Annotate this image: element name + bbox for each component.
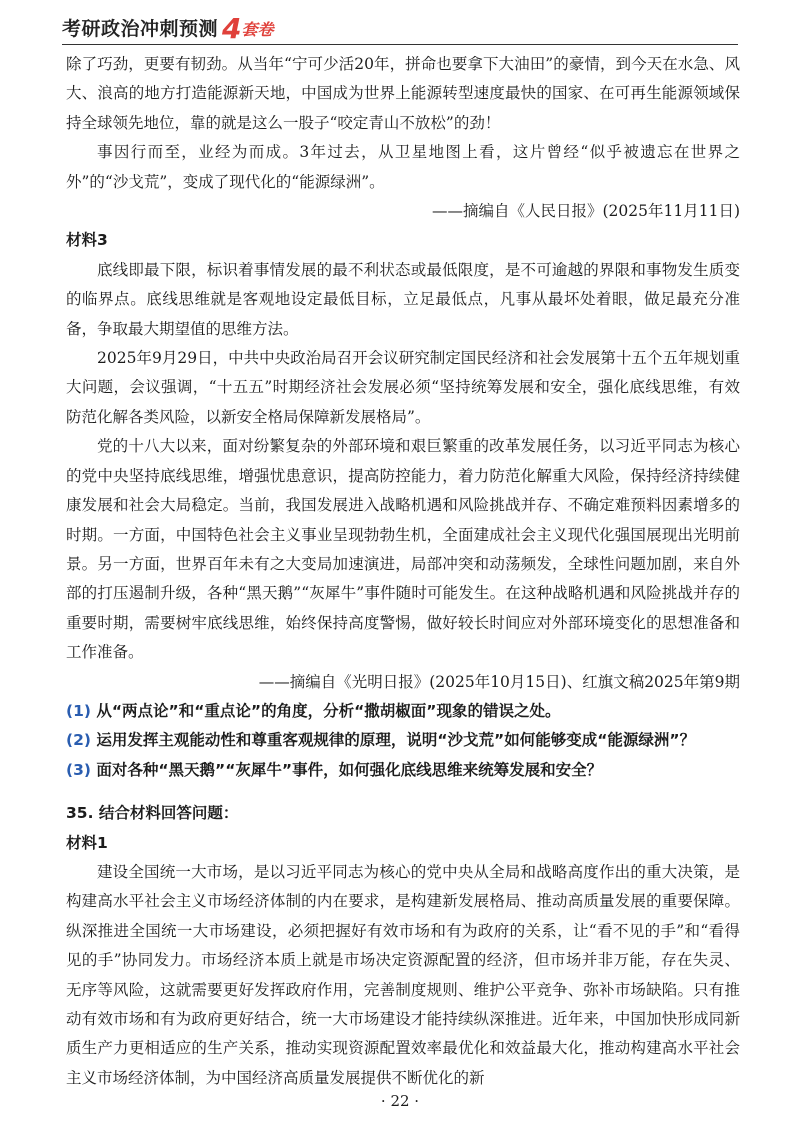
paragraph: 2025年9月29日，中共中央政治局召开会议研究制定国民经济和社会发展第十五个五年规划重大问题，会议强调，“十五五”时期经济社会发展必须“坚持统筹发展和安全，强化底线思维，有效防范化解各类风险，以新安全格局保障新发展格局”。 <box>66 349 740 426</box>
paragraph: 底线即最下限，标识着事情发展的最不利状态或最低限度，是不可逾越的界限和事物发生质变的临界点。底线思维就是客观地设定最低目标，立足最低点，凡事从最坏处着眼，做足最充分准备，争取最大期望值的思维方法。 <box>66 260 740 338</box>
paragraph: 事因行而至，业经为而成。3年过去，从卫星地图上看，这片曾经“似乎被遗忘在世界之外”的“沙戈荒”，变成了现代化的“能源绿洲”。 <box>66 143 740 191</box>
badge-text: 套卷 <box>241 20 274 39</box>
source-citation: ——摘编自《光明日报》(2025年10月15日)、红旗文稿2025年第9期 <box>258 672 740 691</box>
question-text: 从“两点论”和“重点论”的角度，分析“撒胡椒面”现象的错误之处。 <box>96 701 561 720</box>
header-title: 考研政治冲刺预测 <box>62 18 219 40</box>
question-2 <box>66 726 740 755</box>
paragraph: 除了巧劲，更要有韧劲。从当年“宁可少活20年，拼命也要拿下大油田”的豪情，到今天在水急、风大、浪高的地方打造能源新天地，中国成为世界上能源转型速度最快的国家、在可再生能源领域保持全球领先地位，靠的就是这么一股子“咬定青山不放松”的劲！ <box>66 55 740 132</box>
header-badge <box>222 12 274 45</box>
page-content <box>66 50 740 1093</box>
question-3 <box>66 756 740 785</box>
material-3-heading: 材料3 <box>66 231 108 250</box>
page-header <box>62 8 738 45</box>
question-number: (1) <box>66 701 91 720</box>
question-35-heading: 35. 结合材料回答问题： <box>66 804 239 823</box>
source-citation: ——摘编自《人民日报》(2025年11月11日) <box>432 202 740 221</box>
question-1 <box>66 697 740 726</box>
spacer <box>66 785 740 799</box>
page-number: · 22 · <box>380 1092 420 1110</box>
paragraph: 党的十八大以来，面对纷繁复杂的外部环境和艰巨繁重的改革发展任务，以习近平同志为核心的党中央坚持底线思维，增强忧患意识，提高防控能力，着力防范化解重大风险，保持经济持续健康发展和社会大局稳定。当前，我国发展进入战略机遇和风险挑战并存、不确定难预料因素增多的时期。一方面，中国特色社会主义事业呈现勃勃生机，全面建成社会主义现代化强国展现出光明前景。另一方面，世界百年未有之大变局加速演进，局部冲突和动荡频发，全球性问题加剧，来自外部的打压遏制升级，各种“黑天鹅”“灰犀牛”事件随时可能发生。在这种战略机遇和风险挑战并存的重要时期，需要树牢底线思维，始终保持高度警惕，做好较长时间应对外部环境变化的思想准备和工作准备。 <box>66 437 740 662</box>
badge-number: 4 <box>222 12 242 45</box>
question-text: 面对各种“黑天鹅”“灰犀牛”事件，如何强化底线思维来统筹发展和安全？ <box>96 760 603 779</box>
question-number: (3) <box>66 760 91 779</box>
question-number: (2) <box>66 731 91 750</box>
paragraph: 建设全国统一大市场，是以习近平同志为核心的党中央从全局和战略高度作出的重大决策，是构建高水平社会主义市场经济体制的内在要求，是构建新发展格局、推动高质量发展的重要保障。纵深推进全国统一大市场建设，必须把握好有效市场和有为政府的关系，让“看不见的手”和“看得见的手”协同发力。市场经济本质上就是市场决定资源配置的经济，但市场并非万能，存在失灵、无序等风险，这就需要更好发挥政府作用，完善制度规则、维护公平竞争、弥补市场缺陷。只有推动有效市场和有为政府更好结合，统一大市场建设才能持续纵深推进。近年来，中国加快形成同新质生产力更相适应的生产关系，推动实现资源配置效率最优化和效益最大化，推动构建高水平社会主义市场经济体制，为中国经济高质量发展提供不断优化的新 <box>66 862 740 1087</box>
question-text: 运用发挥主观能动性和尊重客观规律的原理，说明“沙戈荒”如何能够变成“能源绿洲”？ <box>96 731 696 750</box>
material-1-heading: 材料1 <box>66 833 108 852</box>
